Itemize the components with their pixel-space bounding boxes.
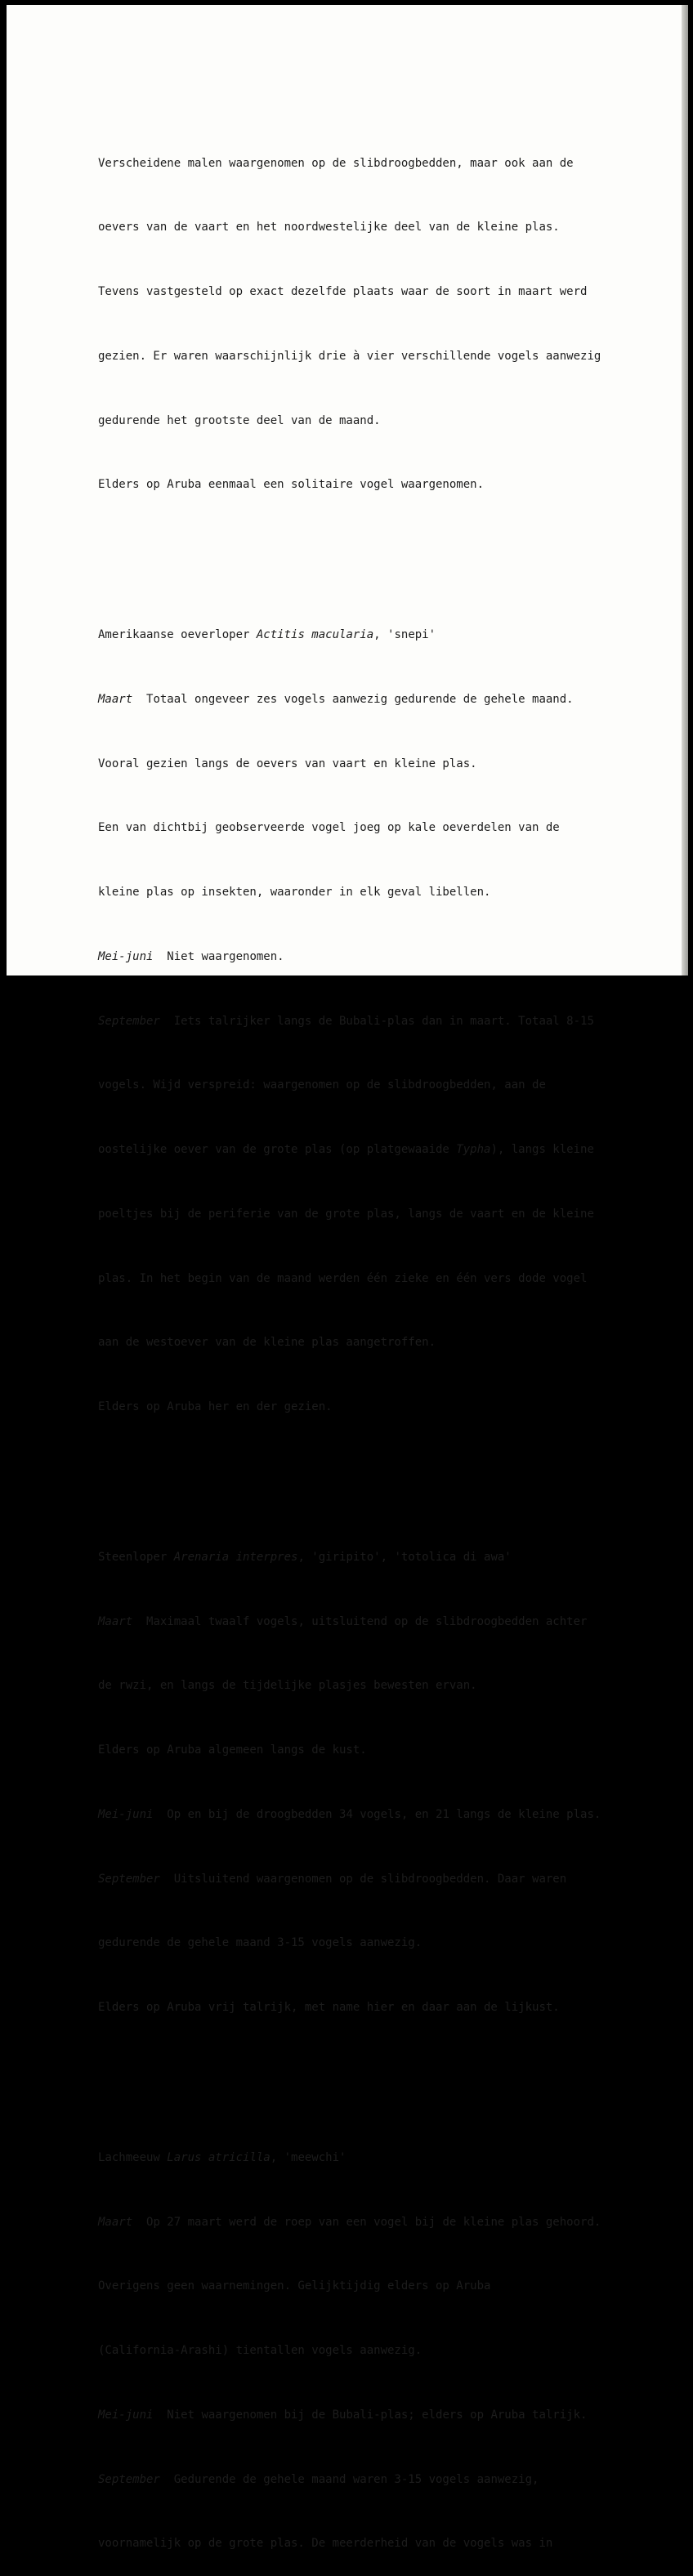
species-heading-laughing-gull [98,2147,670,2168]
text-line [98,2212,670,2233]
period-text: Op 27 maart werd de roep van een vogel bij de kleine plas gehoord. [132,2215,601,2229]
paragraph-gap [98,538,670,560]
text-line: poeltjes bij de periferie van de grote plas, langs de vaart en de kleine [98,1207,594,1221]
species-latin-name: Actitis macularia [256,628,374,641]
text-line [98,1868,670,1890]
text-line [98,1804,670,1825]
text-line: gezien. Er waren waarschijnlijk drie à vier verschillende vogels aanwezig [98,349,601,363]
species-local-name: , 'meewchi' [270,2150,346,2164]
period-text: Maximaal twaalf vogels, uitsluitend op de slibdroogbedden achter [132,1614,588,1628]
paragraph-gap [98,1461,670,1482]
species-latin-name: Arenaria interpres [173,1550,298,1564]
period-label: Mei-juni [98,949,154,963]
species-heading-turnstone [98,1547,670,1568]
period-label: September [98,1014,160,1028]
period-text: Totaal ongeveer zes vogels aanwezig gedurende de gehele maand. [132,692,574,706]
species-latin-name: Larus atricilla [167,2150,270,2164]
text-line: gedurende het grootste deel van de maand. [98,413,381,427]
text-line: Elders op Aruba vrij talrijk, met name hier en daar aan de lijkust. [98,2001,560,2014]
species-local-name: , 'giripito', 'totolica di awa' [297,1550,512,1564]
text-line [98,689,670,710]
document-body [98,109,670,2576]
text-line [98,2404,670,2426]
period-label: Maart [98,692,133,706]
period-text: Niet waargenomen bij de Bubali-plas; elders op Aruba talrijk. [153,2408,588,2422]
text-line: Tevens vastgesteld op exact dezelfde plaats waar de soort in maart werd [98,285,588,298]
text-line: oevers van de vaart en het noordwestelijke deel van de kleine plas. [98,221,560,234]
text-span: oostelijke oever van de grote plas (op platgewaaide [98,1143,457,1156]
period-label: Mei-juni [98,1807,154,1821]
text-line [98,1611,670,1632]
period-label: Mei-juni [98,2408,154,2422]
text-line: gedurende de gehele maand 3-15 vogels aanwezig. [98,1936,423,1950]
text-line: Verscheidene malen waargenomen op de slibdroogbedden, maar ook aan de [98,156,574,170]
species-local-name: , 'snepi' [373,628,436,641]
species-name: Amerikaanse oeverloper [98,628,257,641]
species-name: Steenloper [98,1550,174,1564]
text-line: aan de westoever van de kleine plas aangetroffen. [98,1336,436,1350]
period-label: September [98,2472,160,2486]
latin-term: Typha [456,1143,491,1156]
text-line: (California-Arashi) tientallen vogels aanwezig. [98,2344,423,2357]
period-text: Iets talrijker langs de Bubali-plas dan in maart. Totaal 8-15 [159,1014,594,1028]
text-line: Elders op Aruba her en der gezien. [98,1400,333,1413]
period-label: Maart [98,2215,133,2229]
period-text: Gedurende de gehele maand waren 3-15 vogels aanwezig, [159,2472,539,2486]
text-line: kleine plas op insekten, waaronder in elk geval libellen. [98,886,491,899]
page-edge [682,5,688,975]
species-heading-spotted-sandpiper [98,624,670,645]
text-line: Elders op Aruba eenmaal een solitaire vogel waargenomen. [98,478,485,492]
species-name: Lachmeeuw [98,2150,168,2164]
text-line: Een van dichtbij geobserveerde vogel joeg op kale oeverdelen van de [98,821,560,835]
text-line: Overigens geen waarnemingen. Gelijktijdig elders op Aruba [98,2279,491,2293]
text-line [98,2469,670,2490]
period-label: September [98,1872,160,1886]
period-label: Maart [98,1614,133,1628]
text-line: plas. In het begin van de maand werden één zieke en één vers dode vogel [98,1271,588,1285]
text-line [98,946,670,967]
text-line [98,1139,670,1160]
period-text: Uitsluitend waargenomen op de slibdroogbedden. Daar waren [159,1872,567,1886]
period-text: Op en bij de droogbedden 34 vogels, en 21 langs de kleine plas. [153,1807,601,1821]
text-line: de rwzi, en langs de tijdelijke plasjes bewesten ervan. [98,1679,477,1693]
text-line: Elders op Aruba algemeen langs de kust. [98,1743,367,1757]
text-line: Vooral gezien langs de oevers van vaart en kleine plas. [98,757,477,770]
text-line [98,1011,670,1032]
text-span: ), langs kleine [490,1143,594,1156]
paragraph-gap [98,2061,670,2083]
text-line: vogels. Wijd verspreid: waargenomen op de slibdroogbedden, aan de [98,1078,546,1092]
period-text: Niet waargenomen. [153,949,284,963]
text-line: voornamelijk op de grote plas. De meerderheid van de vogels was in [98,2537,553,2551]
